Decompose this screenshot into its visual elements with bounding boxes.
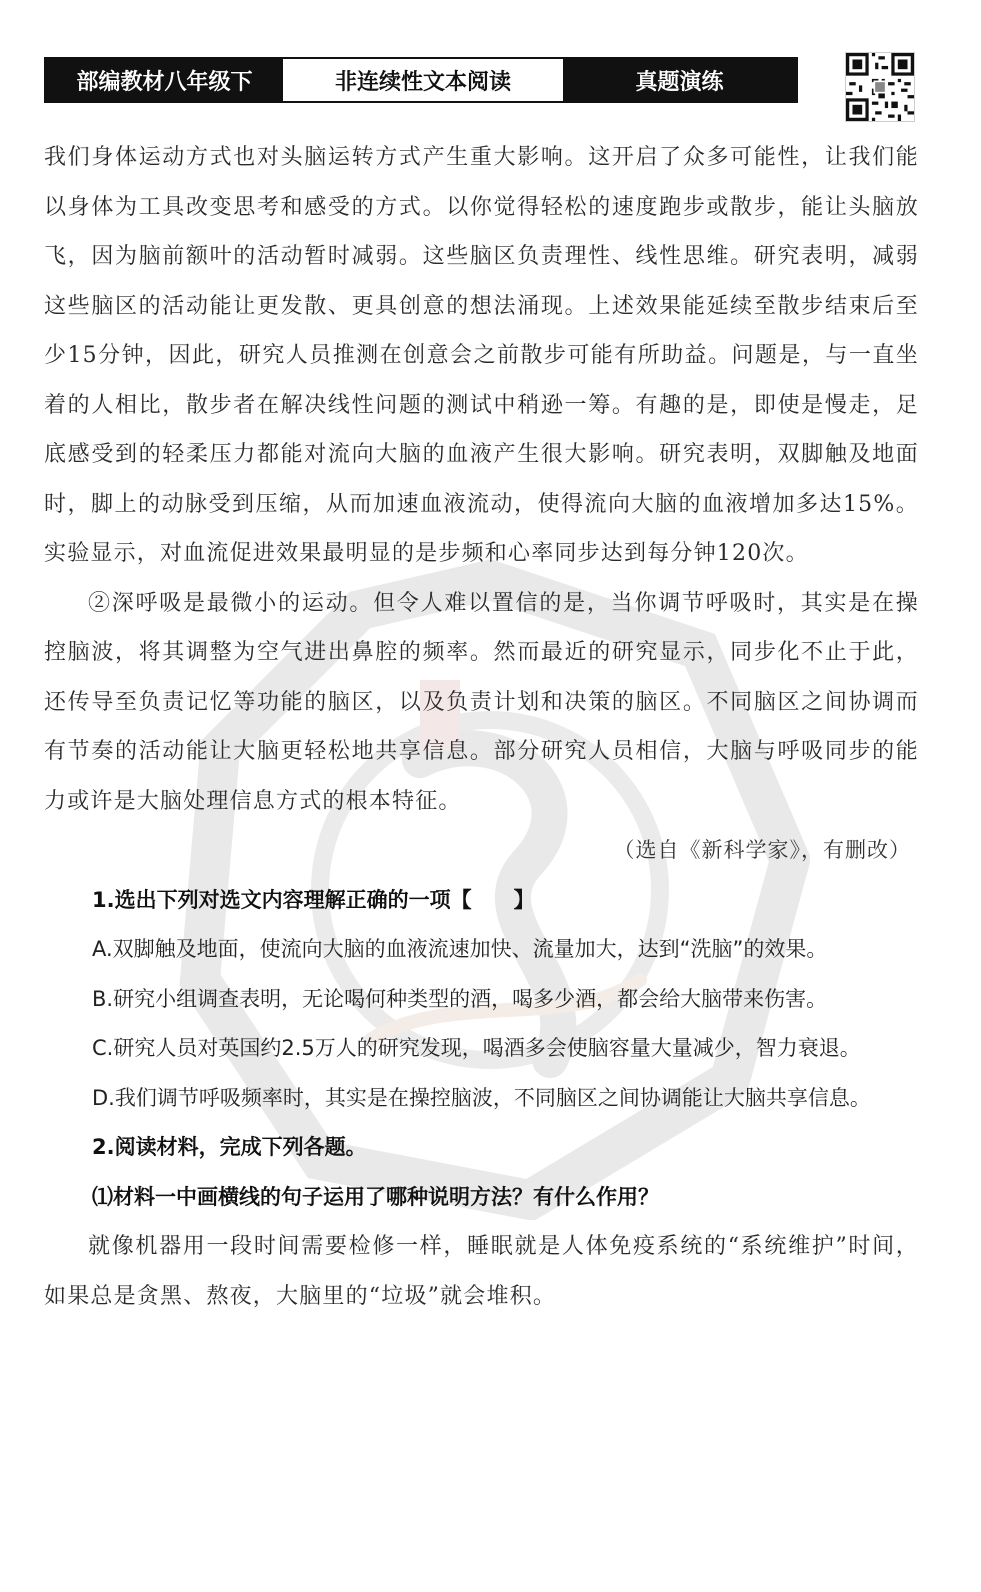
question-1-title: 1.选出下列对选文内容理解正确的一项【 】 [92,887,535,912]
question-1-option-b: B.研究小组调查表明，无论喝何种类型的酒，喝多少酒，都会给大脑带来伤害。 [92,986,828,1011]
passage-paragraph-1: 我们身体运动方式也对头脑运转方式产生重大影响。这开启了众多可能性，让我们能以身体为工具改变思考和感受的方式。以你觉得轻松的速度跑步或散步，能让头脑放飞，因为脑前额叶的活动暂时减弱。这些脑区负责理性、线性思维。研究表明，减弱这些脑区的活动能让更发散、更具创意的想法涌现。上述效果能延续至散步结束后至少15分钟，因此，研究人员推测在创意会之前散步可能有所助益。问题是，与一直坐着的人相比，散步者在解决线性问题的测试中稍逊一筹。有趣的是，即使是慢走，足底感受到的轻柔压力都能对流向大脑的血液产生很大影响。研究表明，双脚触及地面时，脚上的动脉受到压缩，从而加速血液流动，使得流向大脑的血液增加多达15%。实验显示，对血流促进效果最明显的是步频和心率同步达到每分钟120次。 [44,145,919,566]
header-bar [44,57,798,103]
header-grade-label: 部编教材八年级下 [46,59,283,101]
question-1-option-a: A.双脚触及地面，使流向大脑的血液流速加快、流量加大，达到“洗脑”的效果。 [92,937,828,961]
header-topic-label: 非连续性文本阅读 [283,59,563,101]
question-1-option-d: D.我们调节呼吸频率时，其实是在操控脑波，不同脑区之间协调能让大脑共享信息。 [92,1085,871,1110]
passage-paragraph-2: ②深呼吸是最微小的运动。但令人难以置信的是，当你调节呼吸时，其实是在操控脑波，将其调整为空气进出鼻腔的频率。然而最近的研究显示，同步化不止于此，还传导至负责记忆等功能的脑区，以及负责计划和决策的脑区。不同脑区之间协调而有节奏的活动能让大脑更轻松地共享信息。部分研究人员相信，大脑与呼吸同步的能力或许是大脑处理信息方式的根本特征。 [44,590,919,814]
question-2-material: 就像机器用一段时间需要检修一样，睡眠就是人体免疫系统的“系统维护”时间，如果总是贪黑、熬夜，大脑里的“垃圾”就会堆积。 [44,1234,919,1309]
question-2-title: 2.阅读材料，完成下列各题。 [92,1135,367,1159]
header-section-label: 真题演练 [563,59,796,101]
document-body [44,133,919,1321]
question-1-option-c: C.研究人员对英国约2.5万人的研究发现，喝酒多会使脑容量大量减少，智力衰退。 [92,1036,861,1060]
qr-code-icon [845,52,915,122]
passage-source: （选自《新科学家》，有删改） [613,838,911,862]
question-2-sub-1: ⑴材料一中画横线的句子运用了哪种说明方法？有什么作用？ [92,1184,659,1209]
